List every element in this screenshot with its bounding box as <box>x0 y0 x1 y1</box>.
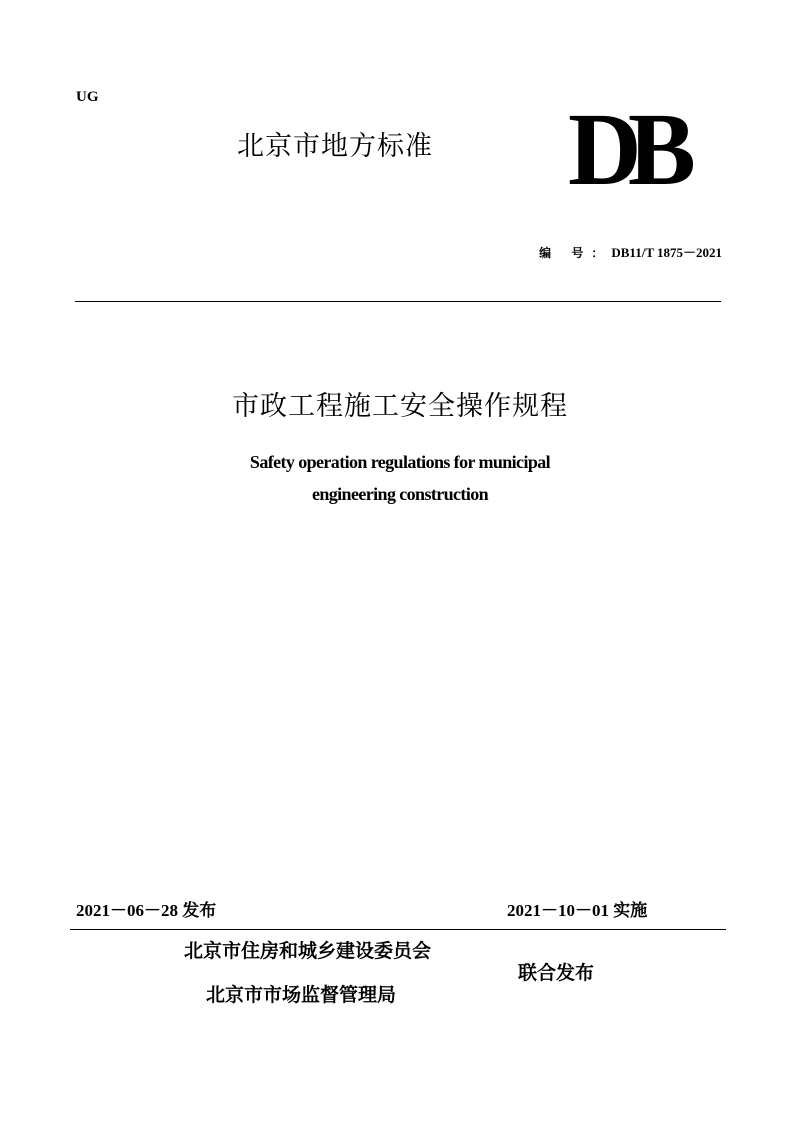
document-title-chinese: 市政工程施工安全操作规程 <box>232 391 568 422</box>
document-title-english-line-2: engineering construction <box>311 484 489 504</box>
standard-type-heading: 北京市地方标准 <box>237 131 433 162</box>
implementation-date: 2021－10－01 实施 <box>507 901 648 920</box>
db-logo: DB <box>568 92 683 207</box>
issuer-housing-commission: 北京市住房和城乡建设委员会 <box>184 940 432 962</box>
standard-number-value: DB11/T 1875－2021 <box>611 245 722 260</box>
bottom-divider <box>70 929 726 930</box>
issue-date: 2021－06－28 发布 <box>76 901 217 920</box>
document-title-english-line-1: Safety operation regulations for municipal <box>249 452 551 472</box>
top-divider <box>75 301 721 302</box>
standard-number-label: 编 号： <box>539 246 612 260</box>
ics-code: UG <box>76 89 99 105</box>
issuer-market-regulation-bureau: 北京市市场监督管理局 <box>206 984 397 1006</box>
joint-release-label: 联合发布 <box>518 962 595 984</box>
standard-number <box>539 242 722 261</box>
